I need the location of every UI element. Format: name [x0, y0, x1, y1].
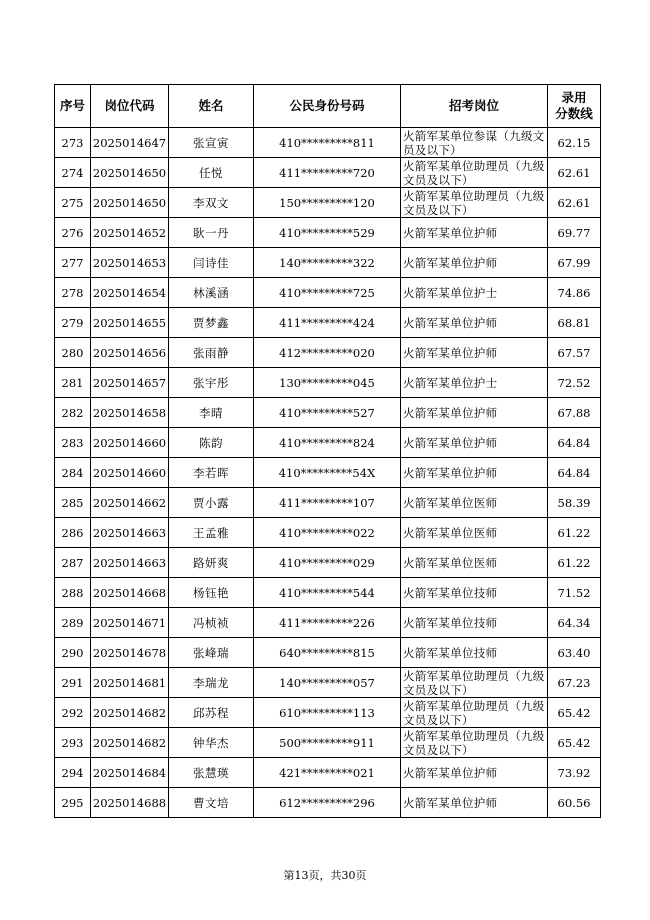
- cell-post: 火箭军某单位护师: [401, 308, 548, 338]
- cell-seq: 277: [55, 248, 91, 278]
- table-row: [55, 548, 601, 578]
- cell-seq: 275: [55, 188, 91, 218]
- cell-name: 钟华杰: [169, 728, 254, 758]
- admission-table: [54, 84, 601, 818]
- cell-seq: 282: [55, 398, 91, 428]
- header-post-code: 岗位代码: [91, 85, 169, 128]
- cell-id-number: 140*********057: [254, 668, 401, 698]
- cell-seq: 278: [55, 278, 91, 308]
- cell-post: 火箭军某单位医师: [401, 548, 548, 578]
- cell-post-code: 2025014682: [91, 698, 169, 728]
- cell-seq: 285: [55, 488, 91, 518]
- header-score-line1: 录用: [561, 90, 587, 105]
- cell-post: 火箭军某单位护师: [401, 338, 548, 368]
- cell-name: 王孟雅: [169, 518, 254, 548]
- cell-post: 火箭军某单位参谋（九级文员及以下）: [401, 128, 548, 158]
- header-post: 招考岗位: [401, 85, 548, 128]
- cell-post: 火箭军某单位护师: [401, 218, 548, 248]
- cell-post-code: 2025014658: [91, 398, 169, 428]
- cell-seq: 284: [55, 458, 91, 488]
- cell-seq: 293: [55, 728, 91, 758]
- cell-post-code: 2025014656: [91, 338, 169, 368]
- cell-id-number: 150*********120: [254, 188, 401, 218]
- table-row: [55, 608, 601, 638]
- cell-post: 火箭军某单位助理员（九级文员及以下）: [401, 698, 548, 728]
- cell-post: 火箭军某单位医师: [401, 488, 548, 518]
- cell-name: 贾小露: [169, 488, 254, 518]
- cell-name: 邱苏程: [169, 698, 254, 728]
- cell-score: 62.61: [548, 188, 601, 218]
- cell-name: 李双文: [169, 188, 254, 218]
- cell-post-code: 2025014653: [91, 248, 169, 278]
- table-header-row: [55, 85, 601, 128]
- cell-id-number: 130*********045: [254, 368, 401, 398]
- cell-seq: 276: [55, 218, 91, 248]
- cell-id-number: 612*********296: [254, 788, 401, 818]
- table-row: [55, 758, 601, 788]
- cell-post-code: 2025014650: [91, 158, 169, 188]
- cell-seq: 288: [55, 578, 91, 608]
- cell-id-number: 421*********021: [254, 758, 401, 788]
- cell-score: 67.99: [548, 248, 601, 278]
- cell-id-number: 412*********020: [254, 338, 401, 368]
- cell-score: 69.77: [548, 218, 601, 248]
- cell-post-code: 2025014660: [91, 428, 169, 458]
- cell-seq: 283: [55, 428, 91, 458]
- table-row: [55, 638, 601, 668]
- cell-id-number: 410*********527: [254, 398, 401, 428]
- cell-score: 63.40: [548, 638, 601, 668]
- cell-score: 68.81: [548, 308, 601, 338]
- cell-id-number: 411*********424: [254, 308, 401, 338]
- cell-post: 火箭军某单位技师: [401, 608, 548, 638]
- cell-post: 火箭军某单位护士: [401, 278, 548, 308]
- cell-name: 李晴: [169, 398, 254, 428]
- cell-post: 火箭军某单位护师: [401, 398, 548, 428]
- cell-score: 62.15: [548, 128, 601, 158]
- cell-post: 火箭军某单位护师: [401, 248, 548, 278]
- cell-score: 67.57: [548, 338, 601, 368]
- cell-post-code: 2025014655: [91, 308, 169, 338]
- cell-score: 62.61: [548, 158, 601, 188]
- table-row: [55, 488, 601, 518]
- cell-seq: 281: [55, 368, 91, 398]
- cell-id-number: 410*********529: [254, 218, 401, 248]
- table-row: [55, 308, 601, 338]
- header-name: 姓名: [169, 85, 254, 128]
- table-row: [55, 218, 601, 248]
- cell-score: 64.34: [548, 608, 601, 638]
- cell-score: 67.88: [548, 398, 601, 428]
- cell-name: 张宇彤: [169, 368, 254, 398]
- cell-name: 张雨静: [169, 338, 254, 368]
- cell-post: 火箭军某单位护士: [401, 368, 548, 398]
- cell-name: 陈韵: [169, 428, 254, 458]
- cell-id-number: 410*********811: [254, 128, 401, 158]
- cell-post-code: 2025014660: [91, 458, 169, 488]
- table-row: [55, 248, 601, 278]
- cell-post-code: 2025014663: [91, 518, 169, 548]
- cell-post-code: 2025014684: [91, 758, 169, 788]
- table-row: [55, 578, 601, 608]
- cell-seq: 294: [55, 758, 91, 788]
- cell-score: 60.56: [548, 788, 601, 818]
- cell-post-code: 2025014678: [91, 638, 169, 668]
- table-row: [55, 278, 601, 308]
- cell-id-number: 410*********54X: [254, 458, 401, 488]
- cell-id-number: 410*********725: [254, 278, 401, 308]
- cell-id-number: 411*********107: [254, 488, 401, 518]
- cell-post-code: 2025014662: [91, 488, 169, 518]
- cell-score: 71.52: [548, 578, 601, 608]
- page-footer: 第13页，共30页: [283, 869, 367, 882]
- cell-id-number: 410*********544: [254, 578, 401, 608]
- table-row: [55, 458, 601, 488]
- cell-score: 64.84: [548, 428, 601, 458]
- cell-name: 杨钰艳: [169, 578, 254, 608]
- table-row: [55, 338, 601, 368]
- cell-post-code: 2025014682: [91, 728, 169, 758]
- cell-post: 火箭军某单位助理员（九级文员及以下）: [401, 188, 548, 218]
- cell-post-code: 2025014663: [91, 548, 169, 578]
- cell-name: 路妍爽: [169, 548, 254, 578]
- cell-seq: 274: [55, 158, 91, 188]
- table-row: [55, 158, 601, 188]
- cell-name: 贾梦鑫: [169, 308, 254, 338]
- cell-seq: 280: [55, 338, 91, 368]
- cell-score: 61.22: [548, 548, 601, 578]
- cell-name: 耿一丹: [169, 218, 254, 248]
- cell-post: 火箭军某单位护师: [401, 458, 548, 488]
- cell-id-number: 610*********113: [254, 698, 401, 728]
- cell-seq: 279: [55, 308, 91, 338]
- cell-post-code: 2025014681: [91, 668, 169, 698]
- cell-seq: 286: [55, 518, 91, 548]
- cell-name: 李若晖: [169, 458, 254, 488]
- cell-post: 火箭军某单位护师: [401, 428, 548, 458]
- cell-seq: 292: [55, 698, 91, 728]
- table-row: [55, 428, 601, 458]
- cell-post-code: 2025014668: [91, 578, 169, 608]
- cell-name: 张慧瑛: [169, 758, 254, 788]
- cell-post-code: 2025014652: [91, 218, 169, 248]
- cell-id-number: 410*********029: [254, 548, 401, 578]
- cell-id-number: 410*********022: [254, 518, 401, 548]
- cell-id-number: 410*********824: [254, 428, 401, 458]
- cell-score: 73.92: [548, 758, 601, 788]
- cell-score: 72.52: [548, 368, 601, 398]
- table-row: [55, 698, 601, 728]
- cell-post-code: 2025014647: [91, 128, 169, 158]
- cell-score: 61.22: [548, 518, 601, 548]
- cell-name: 张宣寅: [169, 128, 254, 158]
- cell-name: 任悦: [169, 158, 254, 188]
- cell-seq: 289: [55, 608, 91, 638]
- cell-score: 65.42: [548, 728, 601, 758]
- table-row: [55, 368, 601, 398]
- header-score-line2: 分数线: [555, 106, 593, 121]
- cell-post: 火箭军某单位技师: [401, 578, 548, 608]
- cell-seq: 273: [55, 128, 91, 158]
- cell-seq: 295: [55, 788, 91, 818]
- cell-name: 曹文培: [169, 788, 254, 818]
- cell-post-code: 2025014650: [91, 188, 169, 218]
- cell-post: 火箭军某单位护师: [401, 788, 548, 818]
- table-row: [55, 188, 601, 218]
- header-score: [548, 85, 601, 128]
- table-row: [55, 788, 601, 818]
- cell-seq: 291: [55, 668, 91, 698]
- cell-post: 火箭军某单位技师: [401, 638, 548, 668]
- cell-score: 58.39: [548, 488, 601, 518]
- cell-name: 林溪涵: [169, 278, 254, 308]
- cell-seq: 287: [55, 548, 91, 578]
- cell-post-code: 2025014657: [91, 368, 169, 398]
- cell-score: 74.86: [548, 278, 601, 308]
- cell-seq: 290: [55, 638, 91, 668]
- table-row: [55, 398, 601, 428]
- header-id-number: 公民身份号码: [254, 85, 401, 128]
- cell-post-code: 2025014654: [91, 278, 169, 308]
- cell-score: 65.42: [548, 698, 601, 728]
- cell-id-number: 500*********911: [254, 728, 401, 758]
- table-row: [55, 728, 601, 758]
- cell-name: 李瑞龙: [169, 668, 254, 698]
- cell-score: 64.84: [548, 458, 601, 488]
- cell-post: 火箭军某单位助理员（九级文员及以下）: [401, 728, 548, 758]
- cell-score: 67.23: [548, 668, 601, 698]
- cell-post: 火箭军某单位护师: [401, 758, 548, 788]
- cell-post: 火箭军某单位助理员（九级文员及以下）: [401, 668, 548, 698]
- cell-post-code: 2025014688: [91, 788, 169, 818]
- cell-id-number: 411*********226: [254, 608, 401, 638]
- cell-post: 火箭军某单位医师: [401, 518, 548, 548]
- header-seq: 序号: [55, 85, 91, 128]
- cell-post: 火箭军某单位助理员（九级文员及以下）: [401, 158, 548, 188]
- cell-id-number: 411*********720: [254, 158, 401, 188]
- cell-id-number: 140*********322: [254, 248, 401, 278]
- table-row: [55, 668, 601, 698]
- cell-post-code: 2025014671: [91, 608, 169, 638]
- cell-name: 冯桢祯: [169, 608, 254, 638]
- cell-id-number: 640*********815: [254, 638, 401, 668]
- table-row: [55, 128, 601, 158]
- cell-name: 闫诗佳: [169, 248, 254, 278]
- cell-name: 张峰瑞: [169, 638, 254, 668]
- table-row: [55, 518, 601, 548]
